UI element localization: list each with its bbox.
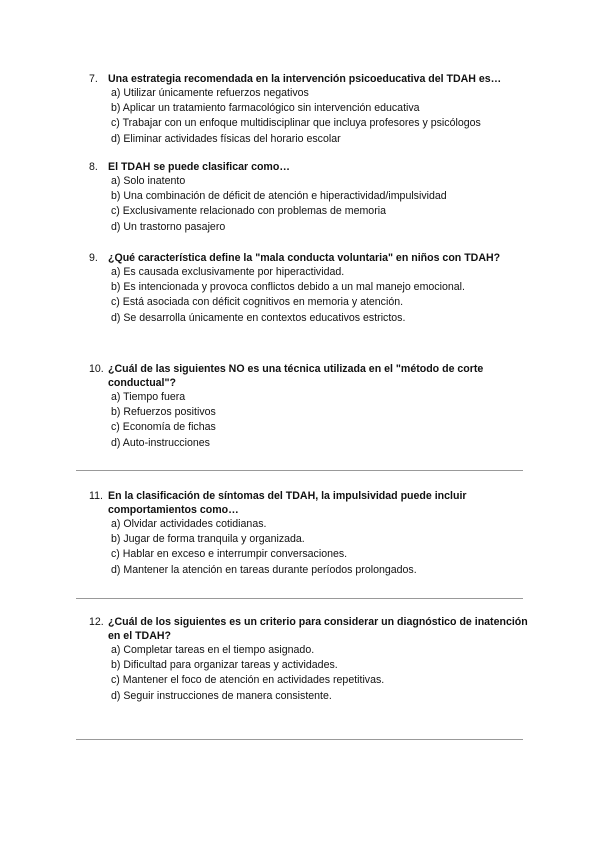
section-divider: [76, 598, 523, 599]
option-d: d) Seguir instrucciones de manera consistente.: [111, 689, 332, 702]
question-text: ¿Cuál de las siguientes NO es una técnica utilizada en el "método de corte conductual"?: [108, 363, 484, 389]
option-c: c) Economía de fichas: [111, 421, 216, 434]
option-d: d) Eliminar actividades físicas del horario escolar: [111, 132, 341, 145]
option-d: d) Se desarrolla únicamente en contextos educativos estrictos.: [111, 311, 406, 324]
question-number: 12.: [89, 616, 104, 628]
option-d: d) Auto-instrucciones: [111, 436, 210, 449]
option-c: c) Hablar en exceso e interrumpir conversaciones.: [111, 548, 348, 561]
option-c: c) Mantener el foco de atención en actividades repetitivas.: [111, 674, 385, 687]
option-b: b) Una combinación de déficit de atención e hiperactividad/impulsividad: [111, 190, 447, 203]
question-number: 10.: [89, 363, 104, 375]
option-b: b) Dificultad para organizar tareas y actividades.: [111, 659, 338, 672]
option-d: d) Mantener la atención en tareas durante períodos prolongados.: [111, 563, 417, 576]
question-number: 8.: [89, 161, 98, 173]
question-11: [89, 489, 539, 578]
option-a: a) Completar tareas en el tiempo asignado.: [111, 644, 315, 656]
option-d: d) Un trastorno pasajero: [111, 220, 226, 233]
question-text: ¿Qué característica define la "mala conducta voluntaria" en niños con TDAH?: [108, 252, 501, 264]
option-a: a) Es causada exclusivamente por hiperactividad.: [111, 266, 345, 278]
question-7: [89, 72, 539, 147]
question-text: En la clasificación de síntomas del TDAH, la impulsividad puede incluir comportamientos como…: [108, 490, 467, 516]
option-b: b) Refuerzos positivos: [111, 406, 216, 419]
question-text: ¿Cuál de los siguientes es un criterio para considerar un diagnóstico de inatención en el TDAH?: [108, 616, 528, 642]
option-a: a) Olvidar actividades cotidianas.: [111, 518, 267, 530]
section-divider: [76, 739, 523, 740]
option-b: b) Jugar de forma tranquila y organizada.: [111, 533, 305, 546]
option-a: a) Utilizar únicamente refuerzos negativos: [111, 87, 309, 99]
question-8: [89, 160, 539, 235]
option-c: c) Está asociada con déficit cognitivos en memoria y atención.: [111, 296, 404, 309]
option-b: b) Es intencionada y provoca conflictos debido a un mal manejo emocional.: [111, 281, 465, 294]
question-number: 7.: [89, 73, 98, 85]
option-b: b) Aplicar un tratamiento farmacológico sin intervención educativa: [111, 102, 420, 115]
option-a: a) Solo inatento: [111, 175, 186, 187]
question-9: [89, 251, 539, 326]
question-text: Una estrategia recomendada en la intervención psicoeducativa del TDAH es…: [108, 73, 502, 85]
question-text: El TDAH se puede clasificar como…: [108, 161, 290, 173]
option-a: a) Tiempo fuera: [111, 391, 186, 403]
question-12: [89, 615, 539, 704]
question-number: 9.: [89, 252, 98, 264]
option-c: c) Trabajar con un enfoque multidisciplinar que incluya profesores y psicólogos: [111, 117, 481, 130]
option-c: c) Exclusivamente relacionado con problemas de memoria: [111, 205, 386, 218]
section-divider: [76, 470, 523, 471]
question-10: [89, 362, 539, 451]
question-number: 11.: [89, 490, 103, 502]
